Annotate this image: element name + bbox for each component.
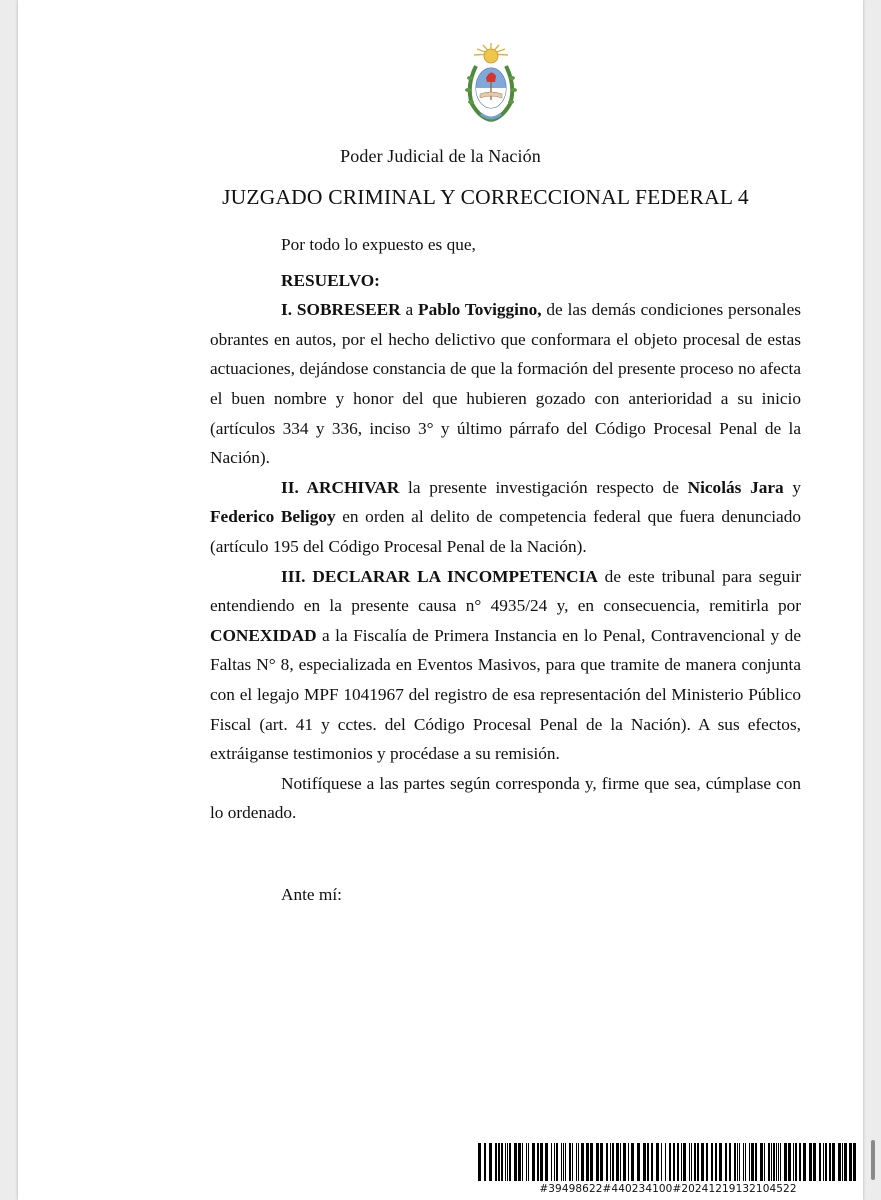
resolution-body — [210, 230, 801, 909]
scrollbar[interactable] — [871, 1140, 875, 1180]
item-2-label: II. ARCHIVAR — [281, 477, 400, 497]
barcode-bar — [749, 1143, 750, 1181]
argentina-coat-of-arms-icon — [462, 42, 520, 126]
barcode-bar — [842, 1143, 843, 1181]
barcode-bar — [478, 1143, 481, 1181]
barcode-bar — [793, 1143, 794, 1181]
document-barcode — [478, 1143, 858, 1195]
barcode-bar — [739, 1143, 740, 1181]
barcode-bar — [509, 1143, 511, 1181]
barcode-bar — [701, 1143, 704, 1181]
barcode-bar — [661, 1143, 662, 1181]
barcode-bar — [681, 1143, 682, 1181]
item-2-text-a: la presente investigación respecto de — [399, 477, 688, 497]
barcode-bar — [719, 1143, 722, 1181]
barcode-bar — [809, 1143, 812, 1181]
intro-paragraph: Por todo lo expuesto es que, — [281, 235, 476, 254]
item-3-text-b: a la Fiscalía de Primera Instancia en lo Penal, Contravencional y de Faltas N° 8, especializada en Eventos Masivos, para que tramite de manera conjunta con el legajo MPF 1041967 del registro de esa representación del Ministerio Público Fiscal (art. 41 y cctes. del Código Procesal Penal de la Nación). A sus efectos, extráiganse testimonios y procédase a su remisión. — [210, 625, 801, 764]
barcode-bar — [768, 1143, 770, 1181]
barcode-bar — [628, 1143, 629, 1181]
barcode-bar — [586, 1143, 589, 1181]
barcode-bar — [540, 1143, 543, 1181]
barcode-bar — [673, 1143, 675, 1181]
barcode-bar — [551, 1143, 552, 1181]
barcode-bar — [612, 1143, 614, 1181]
barcode-bar — [725, 1143, 727, 1181]
barcode-bar — [715, 1143, 717, 1181]
barcode-bar — [784, 1143, 787, 1181]
barcode-bar — [764, 1143, 765, 1181]
barcode-bar — [606, 1143, 608, 1181]
barcode-bar — [771, 1143, 772, 1181]
barcode-bar — [620, 1143, 621, 1181]
barcode-bar — [665, 1143, 666, 1181]
barcode-bar — [522, 1143, 523, 1181]
barcode-bar — [596, 1143, 599, 1181]
barcode-bar — [623, 1143, 626, 1181]
barcode-bar — [711, 1143, 713, 1181]
barcode-bar — [694, 1143, 696, 1181]
barcode-bar — [498, 1143, 500, 1181]
signature-line: Ante mí: — [281, 884, 342, 904]
barcode-bar — [706, 1143, 708, 1181]
item-2-person-1: Nicolás Jara — [687, 477, 784, 497]
barcode-bar — [556, 1143, 558, 1181]
barcode-bar — [853, 1143, 856, 1181]
barcode-bar — [518, 1143, 521, 1181]
barcode-bar — [819, 1143, 821, 1181]
item-1-text-a: a — [400, 300, 419, 320]
barcode-bar — [537, 1143, 539, 1181]
barcode-bar — [743, 1143, 744, 1181]
barcode-bar — [507, 1143, 508, 1181]
barcode-bar — [484, 1143, 486, 1181]
barcode-bar — [832, 1143, 835, 1181]
barcode-bar — [489, 1143, 492, 1181]
barcode-bar — [590, 1143, 593, 1181]
barcode-bar — [773, 1143, 775, 1181]
barcode-bar — [610, 1143, 611, 1181]
barcode-bar — [734, 1143, 736, 1181]
barcode-bar — [849, 1143, 852, 1181]
barcode-bar — [554, 1143, 555, 1181]
barcode-icon — [478, 1143, 858, 1181]
barcode-bar — [616, 1143, 619, 1181]
barcode-bar — [677, 1143, 679, 1181]
barcode-bar — [532, 1143, 535, 1181]
barcode-bar — [545, 1143, 548, 1181]
barcode-bar — [526, 1143, 527, 1181]
barcode-bar — [600, 1143, 603, 1181]
barcode-bar — [691, 1143, 692, 1181]
barcode-bar — [799, 1143, 801, 1181]
item-1-text-b: de las demás condiciones personales obrantes en autos, por el hecho delictivo que conformara el objeto procesal de estas actuaciones, dejándose constancia de que la formación del presente proceso no afecta el buen nombre y honor del que hubieren gozado con anterioridad a su inicio (artículos 334 y 336, inciso 3° y último párrafo del Código Procesal Penal de la Nación). — [210, 300, 801, 468]
barcode-bar — [569, 1143, 571, 1181]
notification-paragraph: Notifíquese a las partes según corresponda y, firme que sea, cúmplase con lo ordenado. — [210, 773, 801, 823]
barcode-bar — [514, 1143, 517, 1181]
barcode-bar — [803, 1143, 806, 1181]
barcode-bar — [563, 1143, 564, 1181]
resuelvo-label: RESUELVO: — [281, 270, 380, 290]
item-2-archivar — [210, 473, 801, 562]
barcode-bar — [565, 1143, 566, 1181]
barcode-bar — [813, 1143, 816, 1181]
item-3-label: III. DECLARAR LA INCOMPETENCIA — [281, 566, 598, 586]
barcode-bar — [788, 1143, 791, 1181]
item-1-label: I. SOBRESEER — [281, 300, 401, 320]
barcode-bar — [825, 1143, 827, 1181]
barcode-number: #39498622#440234100#20241219132104522 — [539, 1183, 797, 1195]
barcode-bar — [697, 1143, 699, 1181]
item-1-person: Pablo Toviggino, — [418, 300, 542, 320]
barcode-bar — [643, 1143, 646, 1181]
barcode-bar — [844, 1143, 847, 1181]
court-name: JUZGADO CRIMINAL Y CORRECCIONAL FEDERAL 4 — [222, 185, 749, 209]
item-2-text-b: y — [783, 477, 802, 497]
barcode-bar — [760, 1143, 763, 1181]
item-3-conexidad: CONEXIDAD — [210, 625, 317, 645]
barcode-bar — [656, 1143, 659, 1181]
barcode-bar — [737, 1143, 738, 1181]
barcode-bar — [745, 1143, 746, 1181]
barcode-bar — [780, 1143, 781, 1181]
resuelvo-heading — [210, 266, 801, 296]
barcode-bar — [755, 1143, 757, 1181]
barcode-bar — [778, 1143, 779, 1181]
barcode-bar — [528, 1143, 529, 1181]
barcode-bar — [572, 1143, 573, 1181]
barcode-bar — [795, 1143, 797, 1181]
barcode-bar — [501, 1143, 503, 1181]
barcode-bar — [651, 1143, 653, 1181]
item-2-person-2: Federico Beligoy — [210, 507, 336, 527]
item-1-sobreseer — [210, 295, 801, 473]
barcode-bar — [647, 1143, 649, 1181]
barcode-bar — [829, 1143, 831, 1181]
barcode-bar — [776, 1143, 777, 1181]
barcode-bar — [495, 1143, 497, 1181]
item-3-text-a: de este tribunal para seguir entendiendo en la presente causa n° 4935/24 y, en consecuencia, remitirla por — [210, 566, 802, 616]
barcode-bar — [576, 1143, 577, 1181]
barcode-bar — [683, 1143, 686, 1181]
barcode-bar — [729, 1143, 731, 1181]
item-2-text-c: en orden al delito de competencia federal que fuera denunciado (artículo 195 del Código Procesal Penal de la Nación). — [210, 507, 801, 556]
barcode-bar — [505, 1143, 506, 1181]
barcode-bar — [751, 1143, 754, 1181]
barcode-bar — [669, 1143, 671, 1181]
barcode-bar — [561, 1143, 562, 1181]
barcode-bar — [581, 1143, 584, 1181]
barcode-bar — [689, 1143, 690, 1181]
barcode-bar — [637, 1143, 640, 1181]
barcode-bar — [838, 1143, 841, 1181]
barcode-bar — [578, 1143, 579, 1181]
barcode-bar — [823, 1143, 824, 1181]
issuing-office: Poder Judicial de la Nación — [340, 146, 541, 166]
barcode-bar — [631, 1143, 634, 1181]
item-3-incompetencia — [210, 562, 801, 769]
